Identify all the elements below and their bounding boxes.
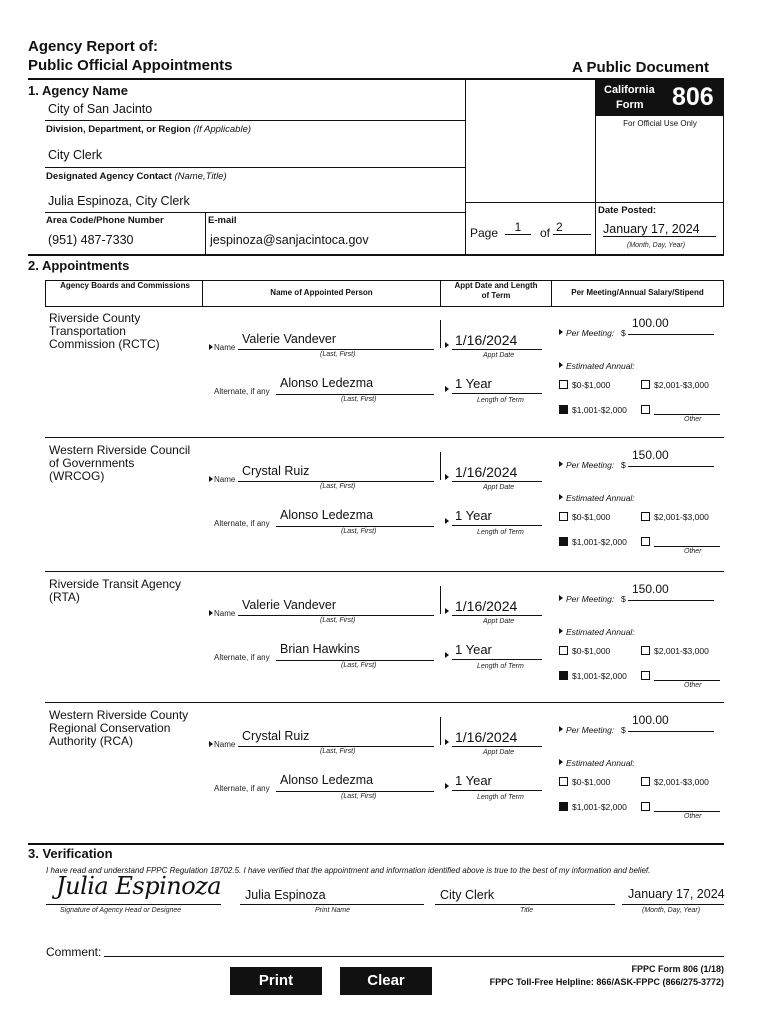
per-meeting-amount-field[interactable]: 150.00 — [632, 448, 669, 462]
rule — [238, 615, 434, 616]
last-first-label: (Last, First) — [320, 617, 356, 624]
rule — [440, 280, 441, 307]
page-label: Page — [470, 226, 499, 240]
appt-date-label: Appt Date — [483, 749, 515, 756]
term-length-field[interactable]: 1 Year — [455, 773, 492, 788]
rule — [465, 202, 595, 203]
estimated-annual-label: Estimated Annual: — [566, 627, 635, 637]
rule — [46, 904, 221, 905]
section2-bottom-rule — [28, 843, 724, 845]
clear-button[interactable]: Clear — [340, 967, 432, 995]
salary-0-1000-checkbox[interactable] — [559, 777, 568, 786]
form-number-badge: California Form 806 — [596, 80, 723, 116]
arrow-icon — [445, 739, 449, 745]
salary-1001-2000-checkbox[interactable] — [559, 802, 568, 811]
salary-0-1000-checkbox[interactable] — [559, 646, 568, 655]
rule — [452, 746, 542, 747]
salary-2001-3000-label: $2,001-$3,000 — [654, 512, 709, 522]
arrow-icon — [445, 342, 449, 348]
name-label: Name — [214, 740, 236, 749]
arrow-icon — [559, 461, 563, 467]
section1-bottom-rule — [28, 254, 724, 256]
date-hint: (Month, Day, Year) — [627, 242, 686, 249]
salary-other-checkbox[interactable] — [641, 405, 650, 414]
salary-other-field[interactable] — [654, 680, 720, 681]
salary-0-1000-label: $0-$1,000 — [572, 646, 611, 656]
date-posted-label: Date Posted: — [598, 205, 657, 216]
salary-2001-3000-checkbox[interactable] — [641, 512, 650, 521]
alternate-name-field[interactable]: Alonso Ledezma — [280, 773, 374, 787]
arrow-icon — [209, 476, 213, 482]
appt-date-label: Appt Date — [483, 618, 515, 625]
date-posted-field[interactable]: January 17, 2024 — [603, 222, 716, 237]
dollar-sign: $ — [621, 328, 626, 338]
salary-2001-3000-label: $2,001-$3,000 — [654, 380, 709, 390]
salary-1001-2000-checkbox[interactable] — [559, 405, 568, 414]
alternate-name-field[interactable]: Alonso Ledezma — [280, 376, 374, 390]
name-label: Name — [214, 343, 236, 352]
signature-field[interactable]: Julia Espinoza — [56, 872, 222, 900]
contact-field[interactable]: Julia Espinoza, City Clerk — [48, 194, 190, 208]
salary-1001-2000-checkbox[interactable] — [559, 537, 568, 546]
arrow-icon — [445, 783, 449, 789]
salary-other-checkbox[interactable] — [641, 537, 650, 546]
arrow-icon — [559, 726, 563, 732]
last-first-label: (Last, First) — [341, 662, 377, 669]
last-first-label: (Last, First) — [320, 748, 356, 755]
salary-2001-3000-label: $2,001-$3,000 — [654, 777, 709, 787]
helpline: FPPC Toll-Free Helpline: 866/ASK-FPPC (866/275-3772) — [489, 977, 724, 987]
salary-other-field[interactable] — [654, 414, 720, 415]
agency-board-line1[interactable]: Riverside County — [49, 311, 141, 325]
salary-1001-2000-checkbox[interactable] — [559, 671, 568, 680]
salary-other-checkbox[interactable] — [641, 802, 650, 811]
rule — [276, 394, 434, 395]
rule — [238, 481, 434, 482]
salary-0-1000-label: $0-$1,000 — [572, 777, 611, 787]
form-id: FPPC Form 806 (1/18) — [631, 964, 724, 974]
rule — [452, 615, 542, 616]
salary-2001-3000-checkbox[interactable] — [641, 380, 650, 389]
appt-date-label: Appt Date — [483, 484, 515, 491]
phone-field[interactable]: (951) 487-7330 — [48, 233, 134, 247]
rule — [205, 212, 206, 254]
salary-2001-3000-checkbox[interactable] — [641, 777, 650, 786]
row-divider — [45, 702, 724, 703]
estimated-annual-label: Estimated Annual: — [566, 361, 635, 371]
rule — [452, 481, 542, 482]
title-field[interactable]: City Clerk — [440, 888, 495, 902]
of-label: of — [540, 226, 551, 240]
row-divider — [45, 437, 724, 438]
dollar-sign: $ — [621, 594, 626, 604]
salary-other-field[interactable] — [654, 546, 720, 547]
salary-1001-2000-label: $1,001-$2,000 — [572, 671, 627, 681]
arrow-icon — [445, 652, 449, 658]
arrow-icon — [559, 759, 563, 765]
rule — [595, 202, 596, 255]
per-meeting-label: Per Meeting: — [566, 594, 615, 604]
salary-0-1000-checkbox[interactable] — [559, 380, 568, 389]
arrow-icon — [445, 608, 449, 614]
email-label: E-mail — [208, 215, 237, 226]
length-of-term-label: Length of Term — [477, 529, 524, 536]
rule — [238, 746, 434, 747]
page-number-field[interactable]: 1 — [505, 220, 531, 235]
rule — [452, 349, 542, 350]
rule — [622, 904, 724, 905]
rule — [238, 349, 434, 350]
other-label: Other — [684, 416, 702, 423]
appt-date-field[interactable]: 1/16/2024 — [455, 598, 518, 614]
appt-date-field[interactable]: 1/16/2024 — [455, 729, 518, 745]
col-agency-header: Agency Boards and Commissions — [60, 281, 190, 290]
phone-label: Area Code/Phone Number — [46, 215, 164, 226]
arrow-icon — [559, 329, 563, 335]
division-field[interactable]: City Clerk — [48, 148, 103, 162]
print-button[interactable]: Print — [230, 967, 322, 995]
agency-board-line1[interactable]: Riverside Transit Agency — [49, 577, 182, 591]
row-divider — [45, 571, 724, 572]
appt-date-label: Appt Date — [483, 352, 515, 359]
length-of-term-label: Length of Term — [477, 663, 524, 670]
arrow-icon — [209, 741, 213, 747]
term-length-field[interactable]: 1 Year — [455, 376, 492, 391]
salary-0-1000-label: $0-$1,000 — [572, 512, 611, 522]
agency-name-field[interactable]: City of San Jacinto — [48, 102, 153, 116]
rule — [465, 80, 466, 255]
estimated-annual-label: Estimated Annual: — [566, 758, 635, 768]
arrow-icon — [559, 362, 563, 368]
rule — [440, 717, 441, 745]
arrow-icon — [559, 494, 563, 500]
salary-1001-2000-label: $1,001-$2,000 — [572, 802, 627, 812]
salary-2001-3000-checkbox[interactable] — [641, 646, 650, 655]
rule — [628, 466, 714, 467]
alternate-label: Alternate, if any — [214, 784, 270, 793]
alternate-label: Alternate, if any — [214, 519, 270, 528]
last-first-label: (Last, First) — [341, 793, 377, 800]
rule — [276, 526, 434, 527]
verification-date-field[interactable]: January 17, 2024 — [628, 887, 725, 901]
rule — [276, 660, 434, 661]
rule — [276, 791, 434, 792]
title-label: Title — [520, 907, 534, 914]
appt-date-field[interactable]: 1/16/2024 — [455, 332, 518, 348]
last-first-label: (Last, First) — [341, 528, 377, 535]
agency-board-line3[interactable]: (WRCOG) — [49, 469, 105, 483]
appointee-name-field[interactable]: Crystal Ruiz — [242, 729, 310, 743]
arrow-icon — [559, 628, 563, 634]
rule — [628, 334, 714, 335]
print-name-label: Print Name — [315, 907, 351, 914]
agency-board-line2[interactable]: (RTA) — [49, 590, 80, 604]
rule — [452, 790, 542, 791]
arrow-icon — [445, 386, 449, 392]
alternate-label: Alternate, if any — [214, 387, 270, 396]
agency-board-line3[interactable]: Commission (RCTC) — [49, 337, 160, 351]
rule — [723, 202, 724, 255]
salary-other-field[interactable] — [654, 811, 720, 812]
rule — [45, 120, 465, 121]
salary-0-1000-checkbox[interactable] — [559, 512, 568, 521]
col-person-header: Name of Appointed Person — [270, 288, 373, 297]
length-of-term-label: Length of Term — [477, 397, 524, 404]
salary-0-1000-label: $0-$1,000 — [572, 380, 611, 390]
col-salary-header: Per Meeting/Annual Salary/Stipend — [571, 288, 704, 297]
last-first-label: (Last, First) — [320, 483, 356, 490]
per-meeting-amount-field[interactable]: 100.00 — [632, 316, 669, 330]
form-title-line2: Public Official Appointments — [28, 57, 233, 74]
rule — [452, 659, 542, 660]
contact-label: Designated Agency Contact (Name,Title) — [46, 171, 227, 182]
rule — [595, 202, 724, 203]
division-label: Division, Department, or Region (If Applicable) — [46, 124, 252, 135]
salary-2001-3000-label: $2,001-$3,000 — [654, 646, 709, 656]
email-field[interactable]: jespinoza@sanjacintoca.gov — [210, 233, 369, 247]
rule — [45, 280, 46, 307]
verification-date-label: (Month, Day, Year) — [642, 907, 701, 914]
arrow-icon — [445, 518, 449, 524]
rule — [440, 320, 441, 348]
arrow-icon — [209, 344, 213, 350]
dollar-sign: $ — [621, 460, 626, 470]
salary-1001-2000-label: $1,001-$2,000 — [572, 537, 627, 547]
appointee-name-field[interactable]: Valerie Vandever — [242, 598, 337, 612]
comment-field[interactable] — [104, 956, 724, 957]
term-length-field[interactable]: 1 Year — [455, 508, 492, 523]
agency-board-line3[interactable]: Authority (RCA) — [49, 734, 134, 748]
section2-heading: 2. Appointments — [28, 258, 130, 273]
rule — [45, 167, 465, 168]
public-document-label: A Public Document — [572, 59, 709, 76]
col-date-header: Appt Date and Length of Term — [454, 281, 538, 300]
signature-label: Signature of Agency Head or Designee — [60, 907, 182, 914]
last-first-label: (Last, First) — [320, 351, 356, 358]
length-of-term-label: Length of Term — [477, 794, 524, 801]
appt-date-field[interactable]: 1/16/2024 — [455, 464, 518, 480]
rule — [440, 452, 441, 480]
rule — [435, 904, 615, 905]
appointee-name-field[interactable]: Crystal Ruiz — [242, 464, 310, 478]
rule — [628, 731, 714, 732]
alternate-name-field[interactable]: Brian Hawkins — [280, 642, 360, 656]
rule — [628, 600, 714, 601]
rule — [240, 904, 424, 905]
rule — [452, 525, 542, 526]
rule — [452, 393, 542, 394]
last-first-label: (Last, First) — [341, 396, 377, 403]
agency-board-line2[interactable]: Transportation — [49, 324, 126, 338]
other-label: Other — [684, 813, 702, 820]
estimated-annual-label: Estimated Annual: — [566, 493, 635, 503]
agency-board-line1[interactable]: Western Riverside County — [49, 708, 189, 722]
agency-board-line1[interactable]: Western Riverside Council — [49, 443, 191, 457]
arrow-icon — [445, 474, 449, 480]
agency-board-line2[interactable]: Regional Conservation — [49, 721, 171, 735]
arrow-icon — [559, 595, 563, 601]
rule — [440, 586, 441, 614]
per-meeting-amount-field[interactable]: 100.00 — [632, 713, 669, 727]
form-title-line1: Agency Report of: — [28, 38, 159, 55]
print-name-field[interactable]: Julia Espinoza — [245, 888, 326, 902]
name-label: Name — [214, 475, 236, 484]
other-label: Other — [684, 682, 702, 689]
per-meeting-label: Per Meeting: — [566, 725, 615, 735]
section1-heading: 1. Agency Name — [28, 83, 128, 98]
rule — [723, 280, 724, 307]
page-total-field[interactable]: 2 — [553, 220, 591, 235]
appointee-name-field[interactable]: Valerie Vandever — [242, 332, 337, 346]
verification-statement: I have read and understand FPPC Regulation 18702.5. I have verified that the appointment and information identified above is true to the best of my information and belief. — [46, 866, 651, 875]
alternate-label: Alternate, if any — [214, 653, 270, 662]
rule — [45, 212, 465, 213]
comment-label: Comment: — [46, 945, 102, 959]
other-label: Other — [684, 548, 702, 555]
salary-1001-2000-label: $1,001-$2,000 — [572, 405, 627, 415]
per-meeting-amount-field[interactable]: 150.00 — [632, 582, 669, 596]
alternate-name-field[interactable]: Alonso Ledezma — [280, 508, 374, 522]
dollar-sign: $ — [621, 725, 626, 735]
section3-heading: 3. Verification — [28, 846, 113, 861]
per-meeting-label: Per Meeting: — [566, 460, 615, 470]
arrow-icon — [209, 610, 213, 616]
term-length-field[interactable]: 1 Year — [455, 642, 492, 657]
official-use-label: For Official Use Only — [623, 119, 697, 128]
per-meeting-label: Per Meeting: — [566, 328, 615, 338]
name-label: Name — [214, 609, 236, 618]
agency-board-line2[interactable]: of Governments — [49, 456, 135, 470]
salary-other-checkbox[interactable] — [641, 671, 650, 680]
